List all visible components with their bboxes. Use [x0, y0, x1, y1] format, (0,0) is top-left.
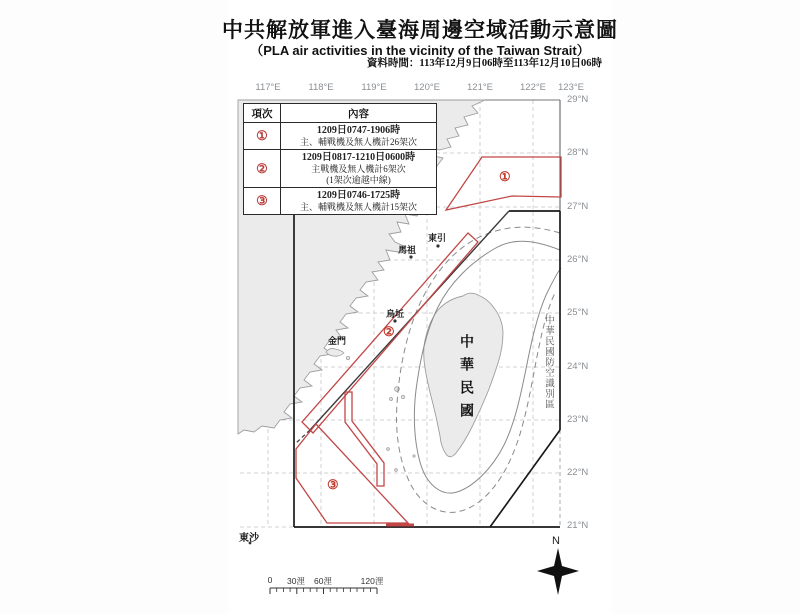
- latitude-label: 21°N: [567, 520, 589, 531]
- scale-label-30: 30浬: [287, 576, 305, 586]
- place-label-kinmen: 金門: [328, 336, 347, 346]
- place-label-dongsha: 東沙: [239, 533, 259, 544]
- row-detail: 主、輔戰機及無人機計26架次: [299, 136, 417, 147]
- longitude-label: 123°E: [558, 82, 584, 93]
- latitude-label: 26°N: [567, 254, 589, 265]
- data-time-caption: 資料時間：113年12月9日06時至113年12月10日06時: [366, 58, 602, 69]
- adiz-zone-label: 中華民國防空識別區: [543, 315, 553, 410]
- region-marker-1: ①: [499, 169, 511, 184]
- row-marker: ③: [244, 188, 281, 215]
- activity-corridor-strip: [345, 392, 384, 486]
- page-subtitle: （PLA air activities in the vicinity of the Taiwan Strait）: [250, 43, 590, 58]
- place-label-dongyin: 東引: [428, 233, 447, 243]
- compass-north-label: N: [552, 535, 560, 547]
- country-label-roc: 中華民國: [458, 334, 473, 426]
- table-header-row: [244, 104, 437, 123]
- latitude-label: 27°N: [567, 201, 589, 212]
- table-row: [244, 123, 437, 150]
- scale-label-120: 120浬: [360, 576, 384, 586]
- place-label-wuqiu: 烏坵: [386, 309, 405, 319]
- latitude-label: 28°N: [567, 147, 589, 158]
- longitude-label: 119°E: [361, 82, 387, 93]
- region-marker-2: ②: [383, 324, 395, 339]
- compass-rose-icon: [537, 548, 579, 595]
- row-time: 1209日0747-1906時: [316, 124, 401, 136]
- table-row: [244, 150, 437, 188]
- kinmen-islands: [326, 348, 350, 359]
- longitude-label: 118°E: [308, 82, 334, 93]
- row-detail: 主、輔戰機及無人機計15架次: [299, 201, 417, 212]
- row-marker: ①: [244, 123, 281, 150]
- col-header-item: 項次: [244, 104, 281, 123]
- table-row: [244, 188, 437, 215]
- scale-label-60: 60浬: [314, 576, 332, 586]
- place-label-matsu: 馬祖: [398, 245, 417, 255]
- row-marker: ②: [244, 150, 281, 188]
- longitude-label: 120°E: [414, 82, 440, 93]
- page-title: 中共解放軍進入臺海周邊空域活動示意圖: [222, 18, 618, 42]
- latitude-label: 24°N: [567, 361, 589, 372]
- latitude-label: 23°N: [567, 414, 589, 425]
- longitude-label: 122°E: [520, 82, 546, 93]
- latitude-label: 22°N: [567, 467, 589, 478]
- longitude-label: 121°E: [467, 82, 493, 93]
- row-note: (1架次逾越中線): [326, 174, 391, 185]
- row-time: 1209日0746-1725時: [316, 189, 401, 201]
- latitude-label: 25°N: [567, 307, 589, 318]
- activity-table: [243, 103, 437, 215]
- longitude-label: 117°E: [255, 82, 281, 93]
- scale-bar: [270, 588, 377, 594]
- row-detail: 主戰機及無人機計6架次: [311, 163, 406, 174]
- latitude-label: 29°N: [567, 94, 589, 105]
- region-marker-3: ③: [327, 477, 339, 492]
- col-header-content: 內容: [281, 104, 437, 123]
- row-time: 1209日0817-1210日0600時: [301, 151, 416, 163]
- scale-label-0: 0: [267, 575, 273, 585]
